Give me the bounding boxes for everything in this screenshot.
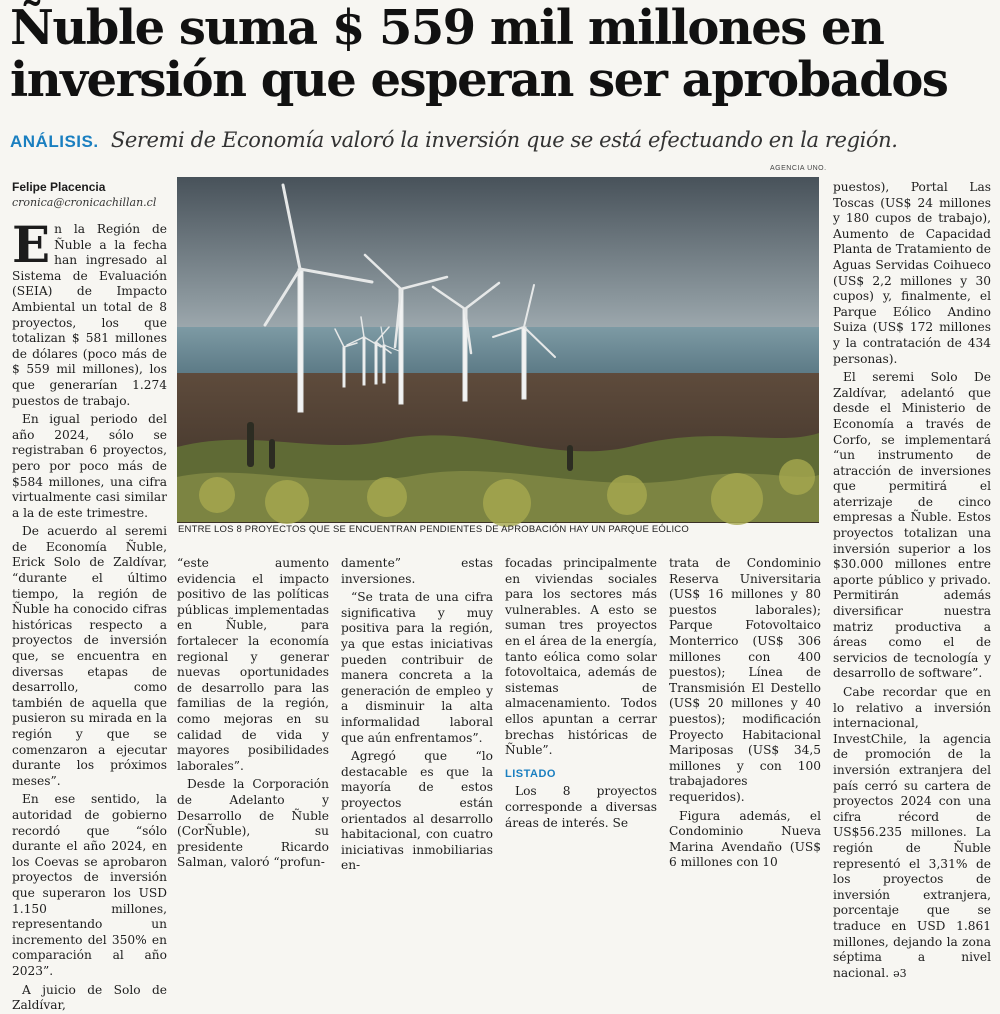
photo-credit: AGENCIA UNO. xyxy=(770,165,827,172)
paragraph: El seremi Solo De Zaldívar, adelantó que desde el Ministerio de Economía a través de Corfo, se implementará “un instrumento de atracción de inversiones que permitirá el aterrizaje de cinco empresas a Ñuble. Estos proyectos totalizan una inversión superior a los $30.000 millones entre aporte público y privado. Permitirán además diversificar nuestra matriz productiva a áreas como el de servicios de tecnología y desarrollo de software”. xyxy=(833,370,991,681)
paragraph: “este aumento evidencia el impacto positivo de las políticas públicas implementadas en Ñuble, para fortalecer la economía regional y generar nuevas oportunidades de desarrollo para las familias de la región, como mejoras en su calidad de vida y mayores posibilidades laborales”. xyxy=(177,556,329,773)
end-mark-icon: ǝ3 xyxy=(893,966,907,980)
photo-caption: ENTRE LOS 8 PROYECTOS QUE SE ENCUENTRAN PENDIENTES DE APROBACIÓN HAY UN PARQUE EÓLICO xyxy=(178,524,689,535)
paragraph: En ese sentido, la autoridad de gobierno recordó que “sólo durante el año 2024, en los Coevas se aprobaron proyectos de inversión que superaron los USD 1.150 millones, representando un incremento del 350% en comparación al año 2023”. xyxy=(12,792,167,978)
byline xyxy=(12,180,172,209)
author-name: Felipe Placencia xyxy=(12,180,106,194)
deck xyxy=(10,128,990,152)
paragraph: Cabe recordar que en lo relativo a inversión internacional, InvestChile, la agencia de promoción de la inversión extranjera del país cerró su cartera de proyectos 2024 con una cifra récord de US$56.235 millones. La región de Ñuble representó el 3,31% de los proyectos de inversión extranjera, porcentaje que se traduce en USD 1.861 millones, dejando la zona séptima a nivel nacional. ǝ3 xyxy=(833,685,991,980)
paragraph: En igual periodo del año 2024, sólo se registraban 6 proyectos, pero por poco más de $584 millones, una cifra virtualmente casi similar a la de este trimestre. xyxy=(12,412,167,520)
kicker: ANÁLISIS. xyxy=(10,132,99,151)
column-5 xyxy=(669,556,821,870)
paragraph: Figura además, el Condominio Nueva Marina Avendaño (US$ 6 millones con 10 xyxy=(669,808,821,870)
author-email[interactable]: cronica@cronicachillan.cl xyxy=(12,196,157,209)
paragraph: “Se trata de una cifra significativa y muy positiva para la región, ya que estas iniciativas pueden contribuir de manera concreta a la generación de empleo y a disminuir la alta informalidad laboral que aún enfrentamos”. xyxy=(341,590,493,745)
deck-text: Seremi de Economía valoró la inversión que se está efectuando en la región. xyxy=(110,128,898,152)
column-3 xyxy=(341,556,493,873)
paragraph: Los 8 proyectos corresponde a diversas áreas de interés. Se xyxy=(505,784,657,830)
paragraph: focadas principalmente en viviendas sociales para los sectores más vulnerables. A esto se suman tres proyectos en el área de la energía, tanto eólica como solar fotovoltaica, además de sistemas de almacenamiento. Todos ellos apuntan a cerrar brechas históricas de Ñuble”. xyxy=(505,556,657,758)
column-4 xyxy=(505,556,657,830)
paragraph: De acuerdo al seremi de Economía Ñuble, Erick Solo de Zaldívar, “durante el último tiempo, la región de Ñuble ha conocido cifras históricas respecto a proyectos de inversión que, se encuentra en diversas etapas de desarrollo, como también de aquella que pusieron su mirada en la región y que se comenzaron a ejecutar durante los próximos meses”. xyxy=(12,524,167,788)
paragraph: Agregó que “lo destacable es que la mayoría de estos proyectos están orientados al desarrollo habitacional, con cuatro iniciativas inmobiliarias en- xyxy=(341,749,493,873)
column-6 xyxy=(833,180,991,980)
paragraph: En la Región de Ñuble a la fecha han ingresado al Sistema de Evaluación (SEIA) de Impacto Ambiental un total de 8 proyectos, los que totalizan $ 581 millones de dólares (poco más de $ 559 mil millones), los que generarían 1.274 puestos de trabajo. xyxy=(12,215,167,408)
paragraph: Desde la Corporación de Adelanto y Desarrollo de Ñuble (CorÑuble), su presidente Ricardo Salman, valoró “profun- xyxy=(177,777,329,870)
wind-farm-photo xyxy=(177,177,819,522)
paragraph: A juicio de Solo de Zaldívar, xyxy=(12,982,167,1013)
paragraph: damente” estas inversiones. xyxy=(341,556,493,586)
paragraph: trata de Condominio Reserva Universitaria (US$ 16 millones y 80 puestos laborales); Parque Fotovoltaico Monterrico (US$ 306 millones con 400 puestos); Línea de Transmisión El Destello (US$ 20 millones y 40 puestos); modificación Proyecto Habitacional Mariposas (US$ 34,5 millones y con 100 trabajadores requeridos). xyxy=(669,556,821,804)
subhead-listado: LISTADO xyxy=(505,767,556,780)
paragraph: puestos), Portal Las Toscas (US$ 24 millones y 180 cupos de trabajo), Aumento de Capacidad Planta de Tratamiento de Aguas Servidas Coihueco (US$ 2,2 millones y 30 cupos) y, finalmente, el Parque Eólico Andino Suiza (US$ 172 millones y la contratación de 434 personas). xyxy=(833,180,991,366)
wind-turbine-image xyxy=(177,177,819,522)
dropcap: E xyxy=(12,215,51,274)
headline: Ñuble suma $ 559 mil millones en inversión que esperan ser aprobados xyxy=(10,0,948,108)
column-1 xyxy=(12,215,167,1013)
column-2 xyxy=(177,556,329,870)
